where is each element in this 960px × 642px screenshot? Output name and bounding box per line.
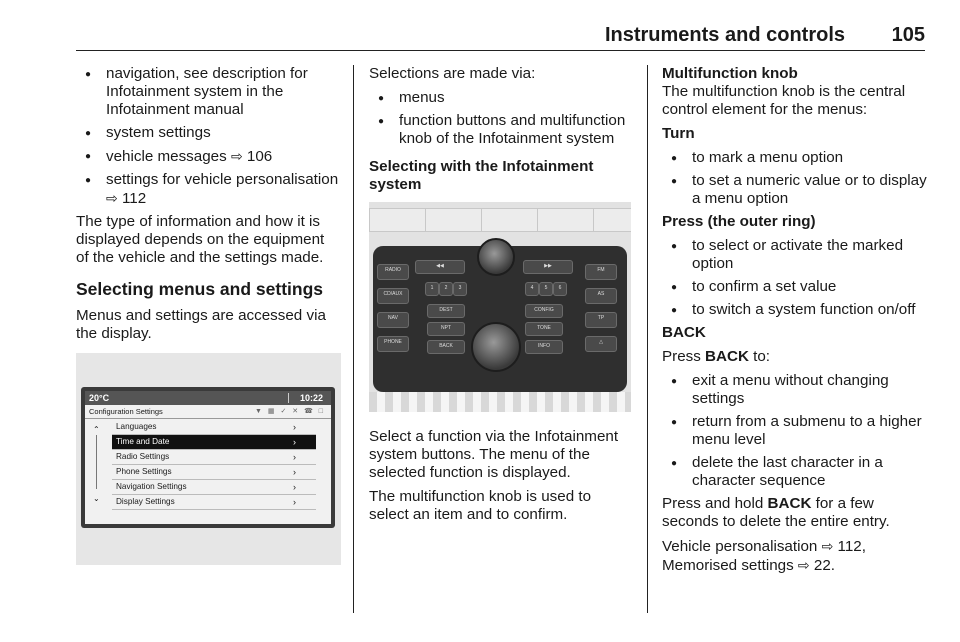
- menu-item-languages[interactable]: Languages ›: [112, 420, 316, 435]
- xref-link[interactable]: 22: [813, 557, 831, 574]
- paragraph: Menus and settings are accessed via the display.: [76, 307, 326, 342]
- chevron-right-icon: ›: [293, 437, 296, 447]
- back-key-label: BACK: [705, 348, 749, 365]
- list-item: ● vehicle messages ⇨ 106: [76, 147, 341, 166]
- temperature-readout: 20°C: [89, 393, 110, 403]
- clock-readout: 10:22: [299, 393, 323, 403]
- back-list: [662, 372, 927, 490]
- list-item: ● system settings: [76, 124, 341, 142]
- header-rule: [76, 50, 925, 51]
- scroll-down-icon[interactable]: ⌄: [93, 494, 100, 503]
- section-heading: Selecting menus and settings: [76, 279, 323, 299]
- back-heading: BACK: [662, 324, 706, 341]
- phone-button[interactable]: PHONE: [377, 336, 409, 352]
- list-item: ● to mark a menu option: [662, 149, 927, 167]
- screen-title-bar: [85, 406, 331, 419]
- column-divider-2: [647, 65, 648, 613]
- fm-button[interactable]: FM: [585, 264, 617, 280]
- status-icons: ▼ ▦ ✓ ✕ ☎ □: [255, 408, 325, 415]
- list-item: ● settings for vehicle personalisation ⇨ 112: [76, 171, 341, 208]
- screen-title: Configuration Settings: [89, 407, 163, 416]
- xref-arrow-icon: ⇨: [106, 190, 118, 206]
- press-list: [662, 237, 927, 319]
- display-screen: [85, 391, 331, 524]
- tp-button[interactable]: TP: [585, 312, 617, 328]
- control-panel: [373, 246, 627, 392]
- chevron-right-icon: ›: [293, 452, 296, 462]
- preset-5-button[interactable]: 5: [539, 282, 553, 296]
- air-vents: [369, 392, 631, 412]
- paragraph: The multifunction knob is used to select an item and to confirm.: [369, 488, 592, 523]
- chevron-right-icon: ›: [293, 482, 296, 492]
- subheading: Selecting with the Infotainment system: [369, 158, 594, 193]
- console-slot: [593, 208, 631, 232]
- multifunction-knob[interactable]: [471, 322, 521, 372]
- as-button[interactable]: AS: [585, 288, 617, 304]
- npt-button[interactable]: NPT: [427, 322, 465, 336]
- list-item: ● navigation, see description for Infotainment system in the Infotainment manual: [76, 65, 341, 119]
- menu-item-navigation-settings[interactable]: Navigation Settings ›: [112, 480, 316, 495]
- preset-4-button[interactable]: 4: [525, 282, 539, 296]
- menu-item-radio-settings[interactable]: Radio Settings ›: [112, 450, 316, 465]
- list-item: ● return from a submenu to a higher menu level: [662, 413, 927, 449]
- paragraph: Select a function via the Infotainment system buttons. The menu of the selected function is displayed.: [369, 428, 619, 481]
- chevron-right-icon: ›: [293, 422, 296, 432]
- function-list: [76, 65, 341, 208]
- console-slot: [537, 208, 597, 232]
- page-header-title: Instruments and controls: [604, 24, 845, 46]
- list-item: ● menus: [369, 89, 634, 107]
- menu-item-display-settings[interactable]: Display Settings ›: [112, 495, 316, 510]
- xref-link[interactable]: 112: [837, 538, 862, 555]
- xref-arrow-icon: ⇨: [230, 148, 243, 164]
- chevron-right-icon: ›: [293, 497, 296, 507]
- paragraph: Selections are made via:: [369, 65, 536, 82]
- list-item: ● to confirm a set value: [662, 278, 927, 296]
- back-key-label: BACK: [767, 495, 812, 512]
- list-item: ● to select or activate the marked option: [662, 237, 927, 273]
- preset-2-button[interactable]: 2: [439, 282, 453, 296]
- list-item: ● function buttons and multifunction knob of the Infotainment system: [369, 112, 634, 148]
- hazard-button[interactable]: △: [585, 336, 617, 352]
- info-button[interactable]: INFO: [525, 340, 563, 354]
- cd-aux-button[interactable]: CD/AUX: [377, 288, 409, 304]
- back-button[interactable]: BACK: [427, 340, 465, 354]
- infotainment-console-illustration: [369, 202, 631, 412]
- status-bar: [85, 391, 331, 405]
- turn-label: Turn: [662, 125, 695, 142]
- status-separator: [288, 393, 289, 403]
- column-3: [662, 65, 927, 581]
- paragraph: The type of information and how it is displayed depends on the equipment of the vehicle and the settings made.: [76, 213, 325, 266]
- display-illustration: [76, 353, 341, 565]
- xref-link[interactable]: 112: [121, 190, 147, 207]
- nav-button[interactable]: NAV: [377, 312, 409, 328]
- preset-3-button[interactable]: 3: [453, 282, 467, 296]
- page-number: 105: [891, 24, 925, 46]
- page-header: [76, 0, 925, 50]
- console-slot: [369, 208, 429, 232]
- seek-forward-button[interactable]: ▶▶: [523, 260, 573, 274]
- paragraph: The multifunction knob is the central control element for the menus:: [662, 83, 906, 118]
- list-item: ● to switch a system function on/off: [662, 301, 927, 319]
- turn-list: [662, 149, 927, 208]
- xref-arrow-icon: ⇨: [797, 557, 810, 573]
- column-1: [76, 65, 341, 575]
- chevron-right-icon: ›: [293, 467, 296, 477]
- console-slot: [425, 208, 485, 232]
- config-button[interactable]: CONFIG: [525, 304, 563, 318]
- scrollbar[interactable]: [96, 435, 97, 489]
- tone-button[interactable]: TONE: [525, 322, 563, 336]
- volume-knob[interactable]: [477, 238, 515, 276]
- seek-back-button[interactable]: ◀◀: [415, 260, 465, 274]
- paragraph: Press BACK to:: [662, 348, 771, 365]
- console-slot: [481, 208, 541, 232]
- menu-item-time-and-date[interactable]: Time and Date ›: [112, 435, 316, 450]
- column-2: [369, 65, 634, 530]
- section-heading: Multifunction knob: [662, 65, 798, 82]
- list-item: ● delete the last character in a character sequence: [662, 454, 927, 490]
- preset-6-button[interactable]: 6: [553, 282, 567, 296]
- scroll-up-icon[interactable]: ⌃: [93, 425, 100, 434]
- settings-menu: [112, 420, 316, 510]
- preset-1-button[interactable]: 1: [425, 282, 439, 296]
- menu-item-phone-settings[interactable]: Phone Settings ›: [112, 465, 316, 480]
- xref-arrow-icon: ⇨: [821, 538, 834, 554]
- xref-link[interactable]: 106: [246, 148, 273, 165]
- column-divider-1: [353, 65, 354, 613]
- dest-button[interactable]: DEST: [427, 304, 465, 318]
- cross-references: Vehicle personalisation ⇨ 112, Memorised settings ⇨ 22.: [662, 538, 866, 574]
- press-label: Press (the outer ring): [662, 213, 816, 230]
- paragraph: Press and hold BACK for a few seconds to delete the entire entry.: [662, 495, 890, 530]
- list-item: ● exit a menu without changing settings: [662, 372, 927, 408]
- list-item: ● to set a numeric value or to display a menu option: [662, 172, 927, 208]
- selection-methods-list: [369, 89, 634, 148]
- display-bezel: [81, 387, 335, 528]
- radio-button[interactable]: RADIO: [377, 264, 409, 280]
